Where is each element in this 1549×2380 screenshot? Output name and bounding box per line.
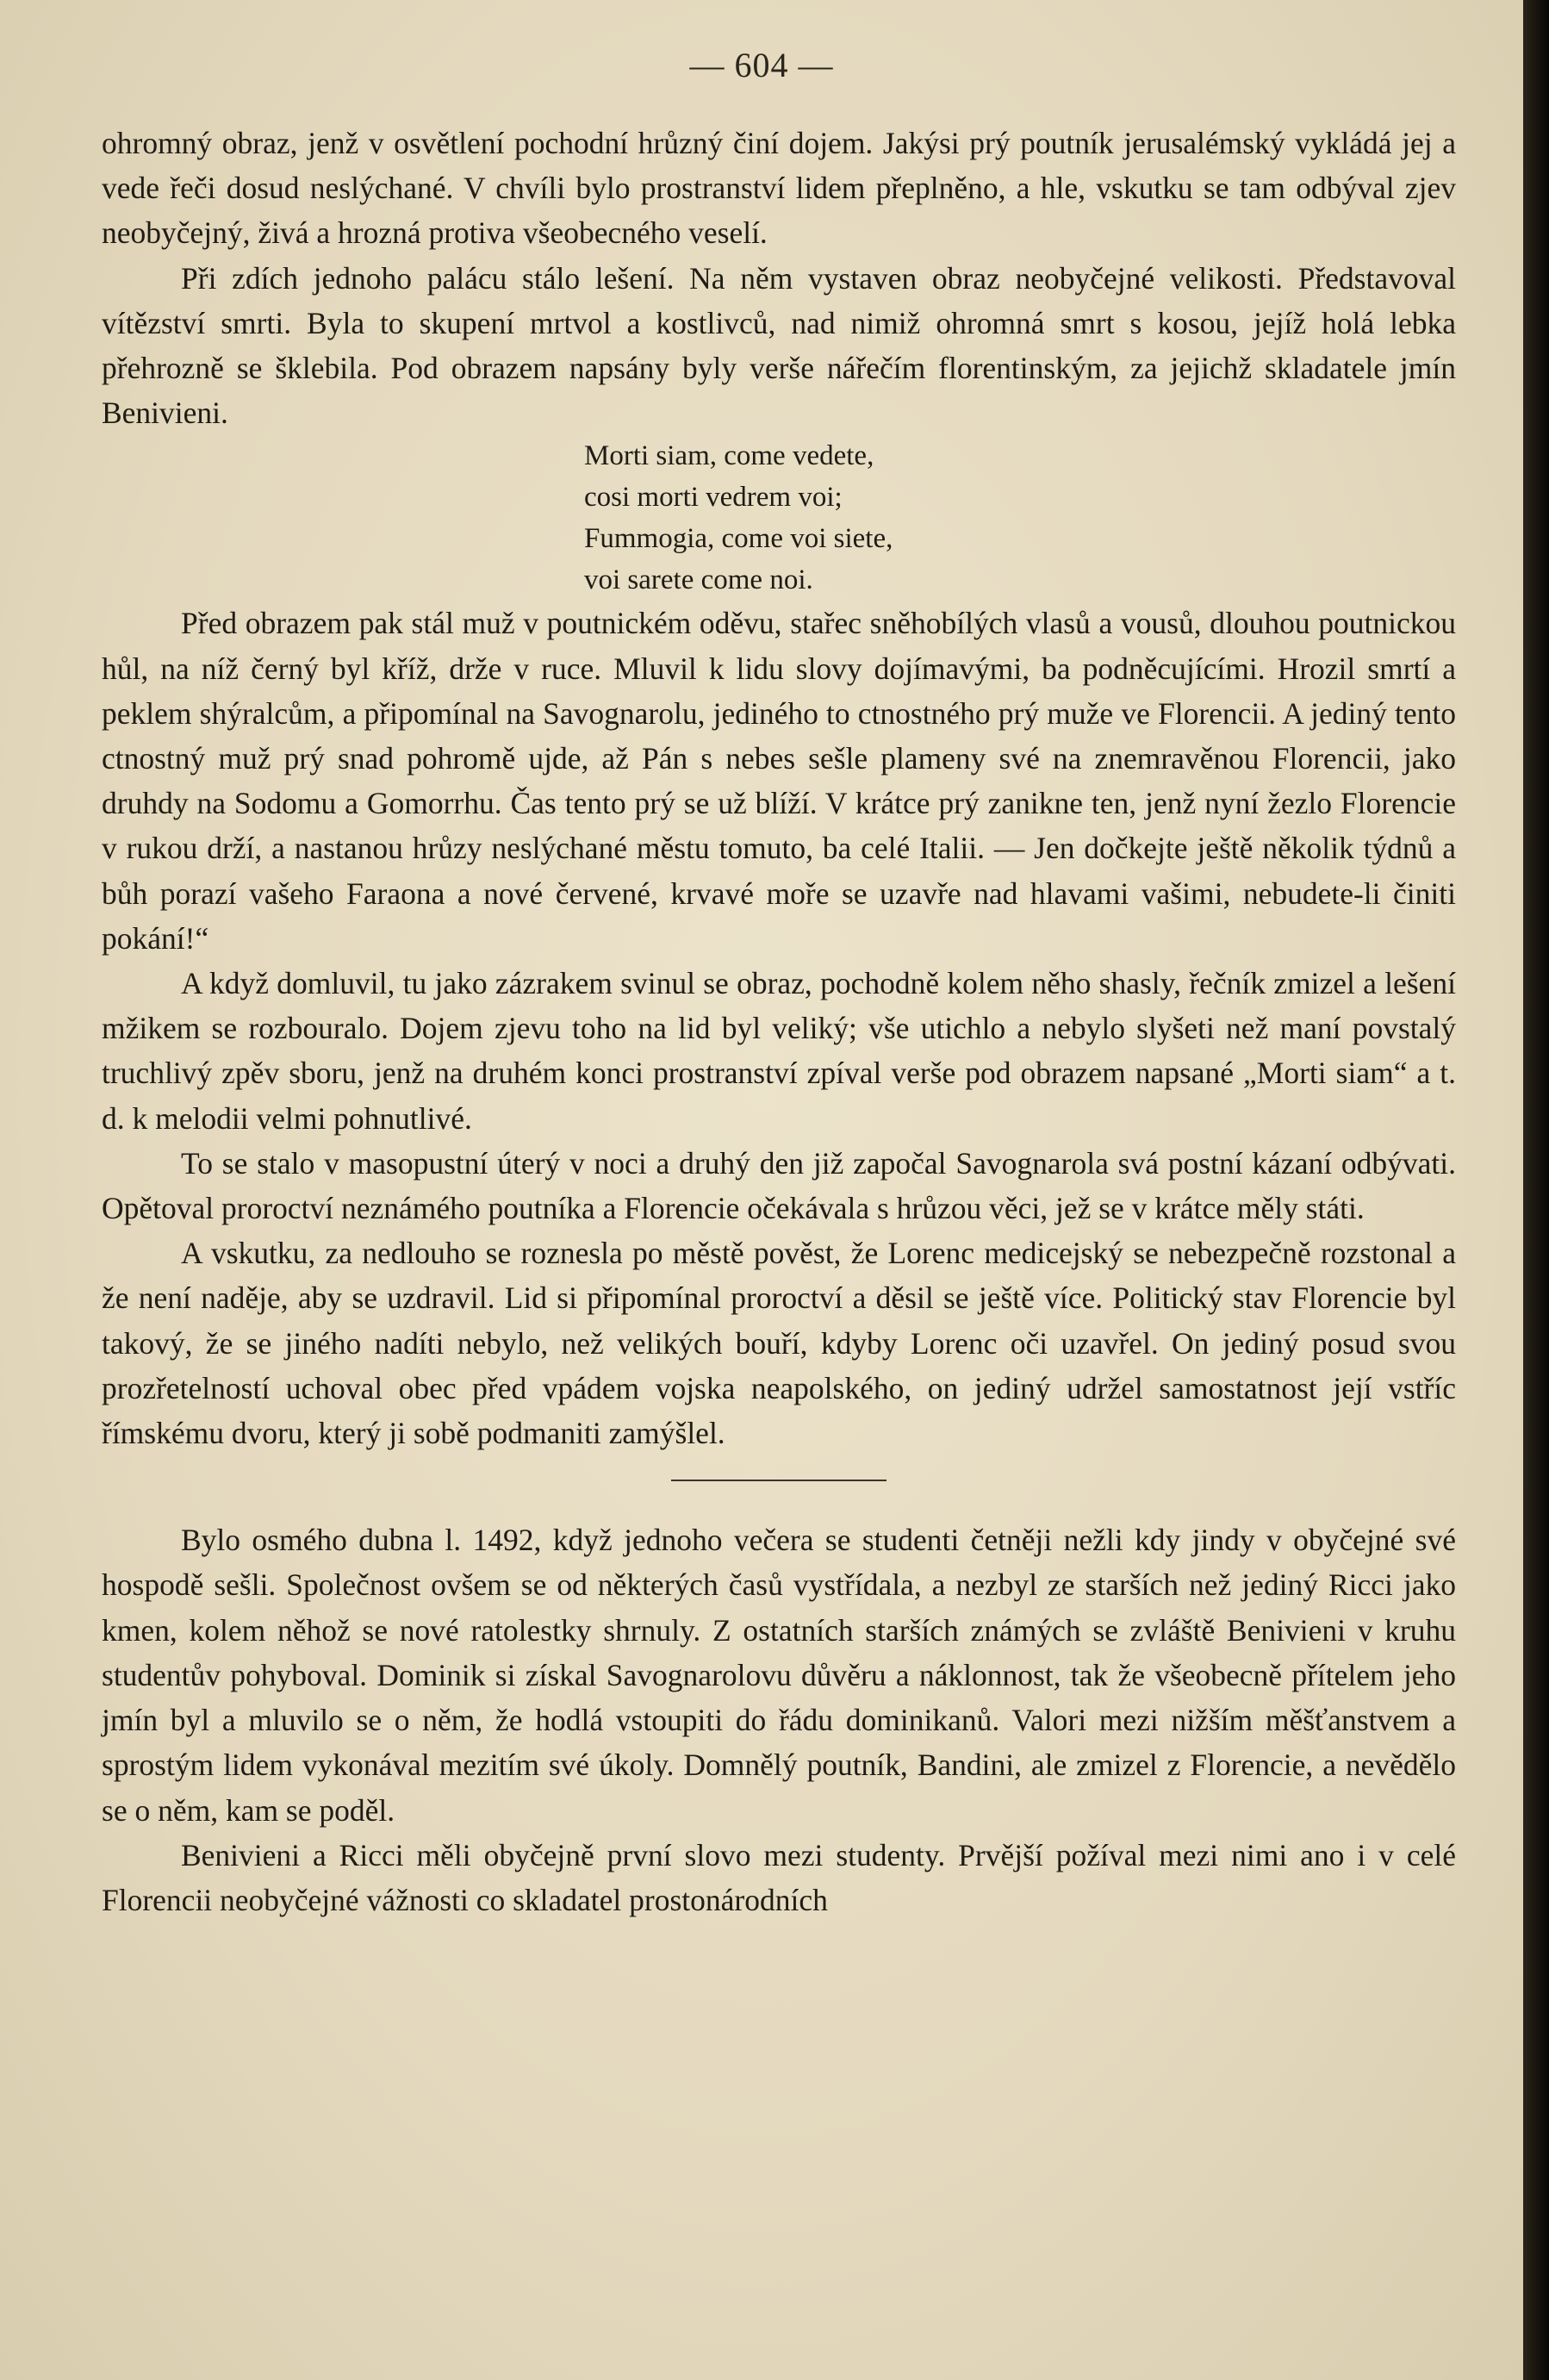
page-body — [102, 121, 1456, 1922]
paragraph: Bylo osmého dubna l. 1492, když jednoho večera se studenti četněji nežli kdy jindy v obyčejné své hospodě sešli. Společnost ovšem se od některých časů vystřídala, a nezbyl ze starších než jediný Ricci jako kmen, kolem něhož se nové ratolestky shrnuly. Z ostatních starších známých se zvláště Benivieni v kruhu studentův pohyboval. Dominik si získal Savognarolovu důvěru a náklonnost, tak že všeobecně přítelem jeho jmín byl a mluvilo se o něm, že hodlá vstoupiti do řádu dominikanů. Valori mezi nižším měšťanstvem a sprostým lidem vykonával mezitím své úkoly. Domnělý poutník, Bandini, ale zmizel z Florencie, a nevědělo se o něm, kam se poděl. — [102, 1523, 1456, 1828]
paragraph: ohromný obraz, jenž v osvětlení pochodní hrůzný činí dojem. Jakýsi prý poutník jerusalémský vykládá jej a vede řeči dosud neslýchané. V chvíli bylo prostranství lidem přeplněno, a hle, vskutku se tam odbýval zjev neobyčejný, živá a hrozná protiva všeobecného veselí. — [102, 126, 1456, 251]
paragraph: A když domluvil, tu jako zázrakem svinul se obraz, pochodně kolem něho shasly, řečník zmizel a lešení mžikem se rozbouralo. Dojem zjevu toho na lid byl veliký; vše utichlo a nebylo slyšeti než maní povstalý truchlivý zpěv sboru, jenž na druhém konci prostranství zpíval verše pod obrazem napsané „Morti siam“ a t. d. k melodii velmi pohnutlivé. — [102, 966, 1456, 1136]
paragraph: To se stalo v masopustní úterý v noci a druhý den již započal Savognarola svá postní kázaní odbývati. Opětoval proroctví neznámého poutníka a Florencie očekávala s hrůzou věci, jež se v krátce měly státi. — [102, 1145, 1456, 1226]
poem-line: Morti siam, come vedete, — [584, 440, 874, 472]
poem-verse — [584, 435, 1456, 601]
paragraph: Benivieni a Ricci měli obyčejně první slovo mezi studenty. Prvější požíval mezi nimi ano i v celé Florencii neobyčejné vážnosti co skladatel prostonárodních — [102, 1837, 1456, 1917]
section-divider — [671, 1480, 886, 1481]
paragraph: Před obrazem pak stál muž v poutnickém oděvu, stařec sněhobílých vlasů a vousů, dlouhou poutnickou hůl, na níž černý byl kříž, drže v ruce. Mluvil k lidu slovy dojímavými, ba podněcujícími. Hrozil smrtí a peklem shýralcům, a připomínal na Savognarolu, jediného to ctnostného prý muže ve Florencii. A jediný tento ctnostný muž prý snad pohromě ujde, až Pán s nebes sešle plameny své na znemravěnou Florencii, jako druhdy na Sodomu a Gomorrhu. Čas tento prý se už blíží. V krátce prý zanikne ten, jenž nyní žezlo Florencie v rukou drží, a nastanou hrůzy neslýchané městu tomuto, ba celé Italii. — Jen dočkejte ještě několik týdnů a bůh porazí vašeho Faraona a nové červené, krvavé moře se uzavře nad hlavami vašimi, nebudete-li činiti pokání!“ — [102, 606, 1456, 956]
poem-line: Fummogia, come voi siete, — [584, 523, 893, 555]
poem-line: voi sarete come noi. — [584, 564, 813, 596]
page-number: — 604 — — [689, 46, 834, 84]
poem-line: cosi morti vedrem voi; — [584, 482, 843, 514]
paragraph: A vskutku, za nedlouho se roznesla po městě pověst, že Lorenc medicejský se nebezpečně rozstonal a že není naděje, aby se uzdravil. Lid si připomínal proroctví a děsil se ještě více. Politický stav Florencie byl takový, že se jiného nadíti nebylo, než velikých bouří, kdyby Lorenc oči uzavřel. On jediný posud svou prozřetelností uchoval obec před vpádem vojska neapolského, on jediný udržel samostatnost její vstříc římskému dvoru, který ji sobě podmaniti zamýšlel. — [102, 1236, 1456, 1451]
paragraph: Při zdích jednoho palácu stálo lešení. Na něm vystaven obraz neobyčejné velikosti. Představoval vítězství smrti. Byla to skupení mrtvol a kostlivců, nad nimiž ohromná smrt s kosou, jejíž holá lebka přehrozně se šklebila. Pod obrazem napsány byly verše nářečím florentinským, za jejichž skladatele jmín Benivieni. — [102, 260, 1456, 431]
page-edge-shadow — [1523, 0, 1549, 2380]
